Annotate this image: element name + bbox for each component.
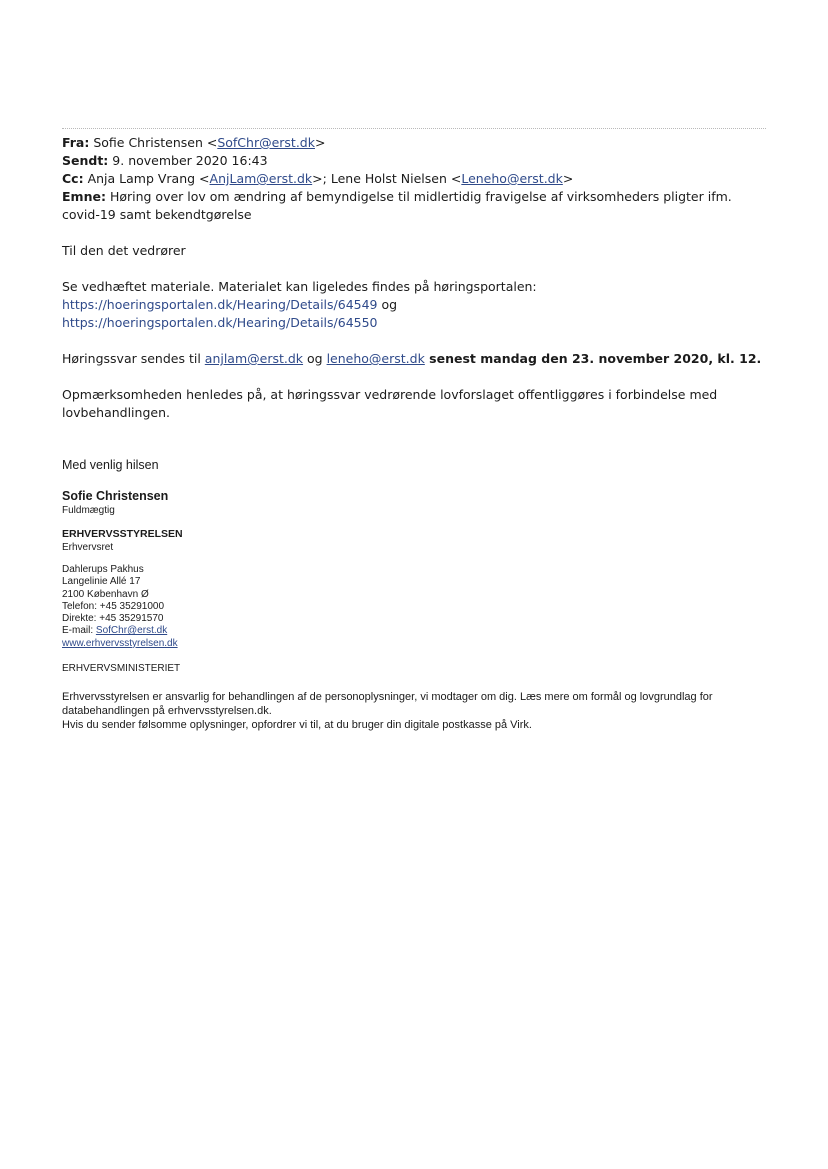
cc-close: > <box>562 171 574 186</box>
signature-email-line <box>62 625 782 637</box>
from-email-link[interactable]: SofChr@erst.dk <box>217 135 315 150</box>
contact-block <box>62 564 782 650</box>
greeting: Med venlig hilsen <box>62 458 159 472</box>
cc-email-link-2[interactable]: Leneho@erst.dk <box>461 171 563 186</box>
sent-value: 9. november 2020 16:43 <box>112 153 268 168</box>
deadline-og: og <box>303 351 327 366</box>
from-close: > <box>314 135 326 150</box>
hearing-link-1[interactable]: https://hoeringsportalen.dk/Hearing/Details/64549 <box>62 297 378 312</box>
ministry-name: ERHVERVSMINISTERIET <box>62 663 181 674</box>
email-header-and-body <box>62 134 770 422</box>
portal-links <box>62 296 770 314</box>
cc-line <box>62 170 770 188</box>
salutation: Til den det vedrører <box>62 243 186 258</box>
organization-name: ERHVERVSSTYRELSEN <box>62 528 183 540</box>
signature-email-link[interactable]: SofChr@erst.dk <box>95 625 168 637</box>
from-line <box>62 134 770 152</box>
email-label: E-mail: <box>62 625 96 637</box>
deadline-prefix: Høringssvar sendes til <box>62 351 205 366</box>
department-name: Erhvervsret <box>62 542 114 553</box>
header-divider <box>62 128 766 129</box>
direct-number: Direkte: +45 35291570 <box>62 613 164 625</box>
cc-label: Cc: <box>62 171 84 186</box>
attention-text: Opmærksomheden henledes på, at høringssvar vedrørende lovforslaget offentliggøres i forbindelse med lovbehandlingen. <box>62 387 718 420</box>
privacy-notice-line-1: Erhvervsstyrelsen er ansvarlig for behandlingen af de personoplysninger, vi modtager om dig. Læs mere om formål og lovgrundlag for databehandlingen på erhvervsstyrelsen.dk. <box>62 691 713 717</box>
cc-separator: >; Lene Holst Nielsen < <box>312 171 462 186</box>
from-label: Fra: <box>62 135 90 150</box>
phone-number: Telefon: +45 35291000 <box>62 600 165 612</box>
deadline-email-link-1[interactable]: anjlam@erst.dk <box>204 351 304 366</box>
subject-value: Høring over lov om ændring af bemyndigelse til midlertidig fravigelse af virksomheders pligter ifm. covid-19 samt bekendtgørelse <box>62 189 732 222</box>
subject-line <box>62 188 770 224</box>
cc-name-1: Anja Lamp Vrang < <box>87 171 210 186</box>
deadline-date: senest mandag den 23. november 2020, kl. 12. <box>424 351 762 366</box>
privacy-notice-line-2: Hvis du sender følsomme oplysninger, opfordrer vi til, at du bruger din digitale postkasse på Virk. <box>62 719 532 731</box>
deadline-email-link-2[interactable]: leneho@erst.dk <box>326 351 425 366</box>
address-line-2: Langelinie Allé 17 <box>62 576 141 588</box>
website-link[interactable]: www.erhvervsstyrelsen.dk <box>62 637 178 649</box>
sent-line <box>62 152 770 170</box>
link-joiner: og <box>377 297 398 312</box>
sent-label: Sendt: <box>62 153 109 168</box>
signature-title: Fuldmægtig <box>62 505 115 516</box>
address-line-1: Dahlerups Pakhus <box>62 564 144 575</box>
from-name: Sofie Christensen < <box>93 135 218 150</box>
signature-name: Sofie Christensen <box>62 489 169 503</box>
hearing-link-2[interactable]: https://hoeringsportalen.dk/Hearing/Details/64550 <box>62 315 378 330</box>
intro-text: Se vedhæftet materiale. Materialet kan ligeledes findes på høringsportalen: <box>62 279 537 294</box>
subject-label: Emne: <box>62 189 106 204</box>
address-line-3: 2100 København Ø <box>62 588 149 600</box>
deadline-text <box>62 350 770 368</box>
privacy-notice <box>62 690 774 732</box>
cc-email-link-1[interactable]: AnjLam@erst.dk <box>209 171 313 186</box>
